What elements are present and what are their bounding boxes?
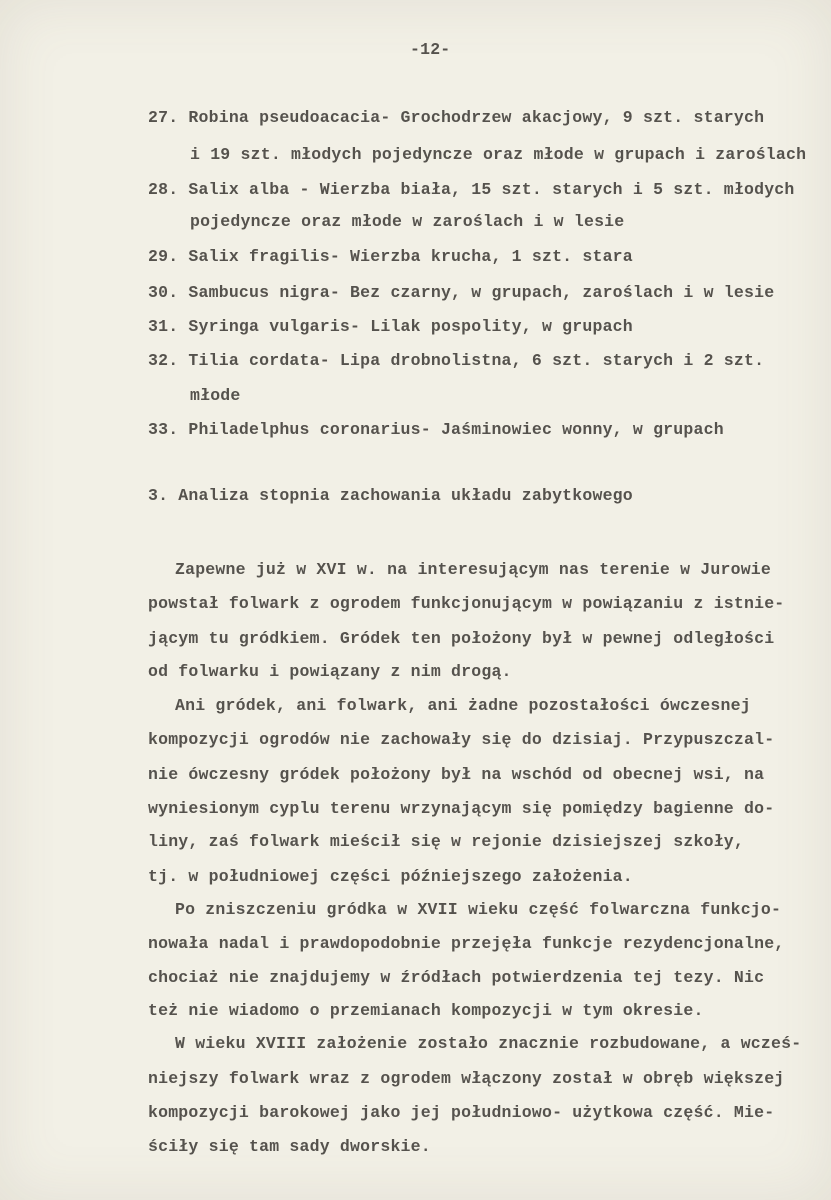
body-line: powstał folwark z ogrodem funkcjonującym w powiązaniu z istnie-: [148, 594, 785, 613]
body-line: nowała nadal i prawdopodobnie przejęła funkcje rezydencjonalne,: [148, 934, 785, 953]
body-line: Po zniszczeniu gródka w XVII wieku część folwarczna funkcjo-: [175, 900, 782, 919]
body-line: nie ówczesny gródek położony był na wschód od obecnej wsi, na: [148, 765, 765, 784]
section-heading: 3. Analiza stopnia zachowania układu zabytkowego: [148, 486, 633, 505]
body-line: liny, zaś folwark mieścił się w rejonie dzisiejszej szkoły,: [148, 832, 744, 851]
species-line: 31. Syringa vulgaris- Lilak pospolity, w grupach: [148, 317, 633, 336]
body-line: kompozycji barokowej jako jej południowo- użytkowa część. Mie-: [148, 1103, 775, 1122]
species-line: młode: [190, 386, 241, 405]
species-line: pojedyncze oraz młode w zaroślach i w lesie: [190, 212, 625, 231]
species-line: 28. Salix alba - Wierzba biała, 15 szt. starych i 5 szt. młodych: [148, 180, 795, 199]
page-number: -12-: [410, 40, 451, 59]
species-line: 32. Tilia cordata- Lipa drobnolistna, 6 szt. starych i 2 szt.: [148, 351, 765, 370]
body-line: ściły się tam sady dworskie.: [148, 1137, 431, 1156]
body-line: Zapewne już w XVI w. na interesującym nas terenie w Jurowie: [175, 560, 771, 579]
species-line: 30. Sambucus nigra- Bez czarny, w grupach, zaroślach i w lesie: [148, 283, 775, 302]
body-line: chociaż nie znajdujemy w źródłach potwierdzenia tej tezy. Nic: [148, 968, 765, 987]
body-line: od folwarku i powiązany z nim drogą.: [148, 662, 512, 681]
species-line: 33. Philadelphus coronarius- Jaśminowiec wonny, w grupach: [148, 420, 724, 439]
body-line: kompozycji ogrodów nie zachowały się do dzisiaj. Przypuszczal-: [148, 730, 775, 749]
body-line: W wieku XVIII założenie zostało znacznie rozbudowane, a wcześ-: [175, 1034, 802, 1053]
species-line: 29. Salix fragilis- Wierzba krucha, 1 szt. stara: [148, 247, 633, 266]
species-line: i 19 szt. młodych pojedyncze oraz młode w grupach i zaroślach: [190, 145, 807, 164]
species-line: 27. Robina pseudoacacia- Grochodrzew akacjowy, 9 szt. starych: [148, 108, 765, 127]
body-line: wyniesionym cyplu terenu wrzynającym się pomiędzy bagienne do-: [148, 799, 775, 818]
body-line: niejszy folwark wraz z ogrodem włączony został w obręb większej: [148, 1069, 785, 1088]
body-line: Ani gródek, ani folwark, ani żadne pozostałości ówczesnej: [175, 696, 751, 715]
body-line: tj. w południowej części późniejszego założenia.: [148, 867, 633, 886]
body-line: jącym tu gródkiem. Gródek ten położony był w pewnej odległości: [148, 629, 775, 648]
body-line: też nie wiadomo o przemianach kompozycji w tym okresie.: [148, 1001, 704, 1020]
